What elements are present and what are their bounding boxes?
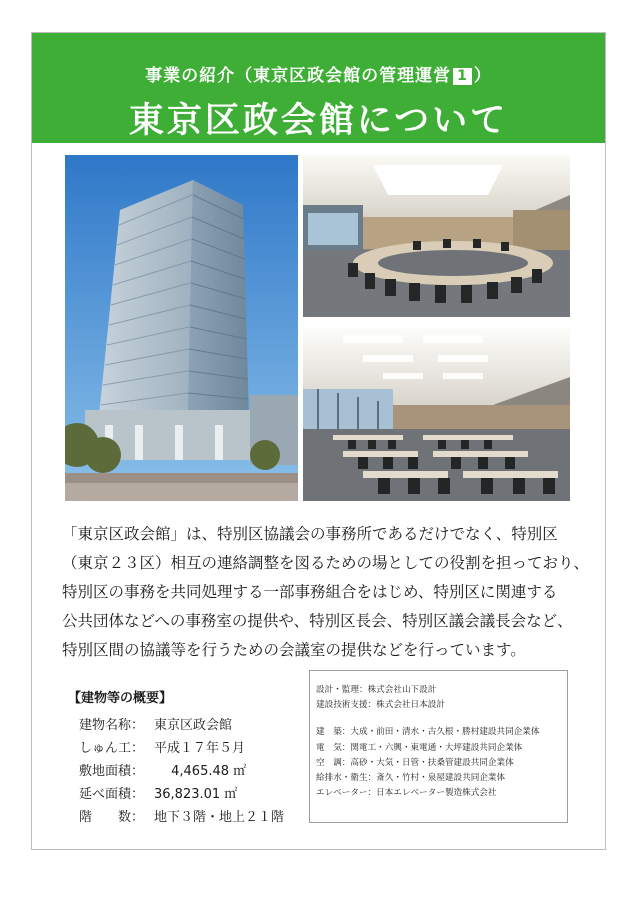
intro-line: 特別区間の協議等を行うための会議室の提供などを行っています。	[62, 641, 526, 659]
credit-line: 建設技術支援：株式会社日本設計	[316, 700, 445, 711]
credit-line: 建 築：大成・前田・清水・古久根・勝村建設共同企業体	[316, 727, 540, 738]
overview-value: 36,823.01 ㎡	[154, 787, 238, 802]
intro-line: 公共団体などへの事務室の提供や、特別区長会、特別区議会議長会など、	[62, 612, 573, 630]
banner-subtitle	[32, 61, 605, 86]
header-banner	[32, 33, 605, 143]
overview-row	[79, 758, 284, 781]
credit-line: 給排水・衛生：斎久・竹村・泉屋建設共同企業体	[316, 773, 506, 784]
credit-line: エレベーター：日本エレベーター製造株式会社	[316, 788, 497, 799]
banner-subtitle-number: 1	[453, 68, 472, 85]
overview-label: 階 数：	[79, 810, 145, 825]
credits-box	[309, 670, 568, 823]
overview-row	[79, 781, 284, 804]
overview-label: 延べ面積：	[79, 787, 145, 802]
intro-line: （東京２３区）相互の連絡調整を図るための場としての役割を担っており、	[62, 554, 590, 572]
banner-subtitle-close: ）	[473, 66, 492, 86]
overview-row	[79, 712, 284, 735]
credit-line: 設計・監理：株式会社山下設計	[316, 685, 437, 695]
banner-subtitle-text: 事業の紹介（東京区政会館の管理運営	[145, 66, 452, 86]
overview-value: 4,465.48 ㎡	[154, 764, 247, 779]
intro-line: 特別区の事務を共同処理する一部事務組合をはじめ、特別区に関連する	[62, 583, 558, 601]
overview-table	[79, 712, 284, 827]
credit-line: 電 気：関電工・六興・東電通・大坪建設共同企業体	[316, 742, 523, 753]
overview-label: 建物名称：	[79, 718, 145, 733]
intro-paragraph	[62, 520, 592, 665]
building-photo	[65, 155, 298, 501]
overview-row	[79, 804, 284, 827]
overview-label: しゅん工：	[79, 741, 145, 756]
overview-value: 平成１７年５月	[154, 741, 246, 756]
overview-value: 地下３階・地上２１階	[154, 810, 285, 825]
overview-value: 東京区政会館	[154, 718, 233, 733]
intro-line: 「東京区政会館」は、特別区協議会の事務所であるだけでなく、特別区	[62, 525, 558, 543]
round-meeting-room-photo	[303, 155, 570, 317]
overview-row	[79, 735, 284, 758]
overview-label: 敷地面積：	[79, 764, 145, 779]
conference-room-photo	[303, 327, 570, 501]
page-title: 東京区政会館について	[128, 101, 509, 141]
overview-heading: 【建物等の概要】	[68, 691, 173, 706]
credit-gap	[316, 713, 567, 725]
credit-line: 空 調：高砂・大気・日管・扶桑管建設共同企業体	[316, 757, 514, 768]
